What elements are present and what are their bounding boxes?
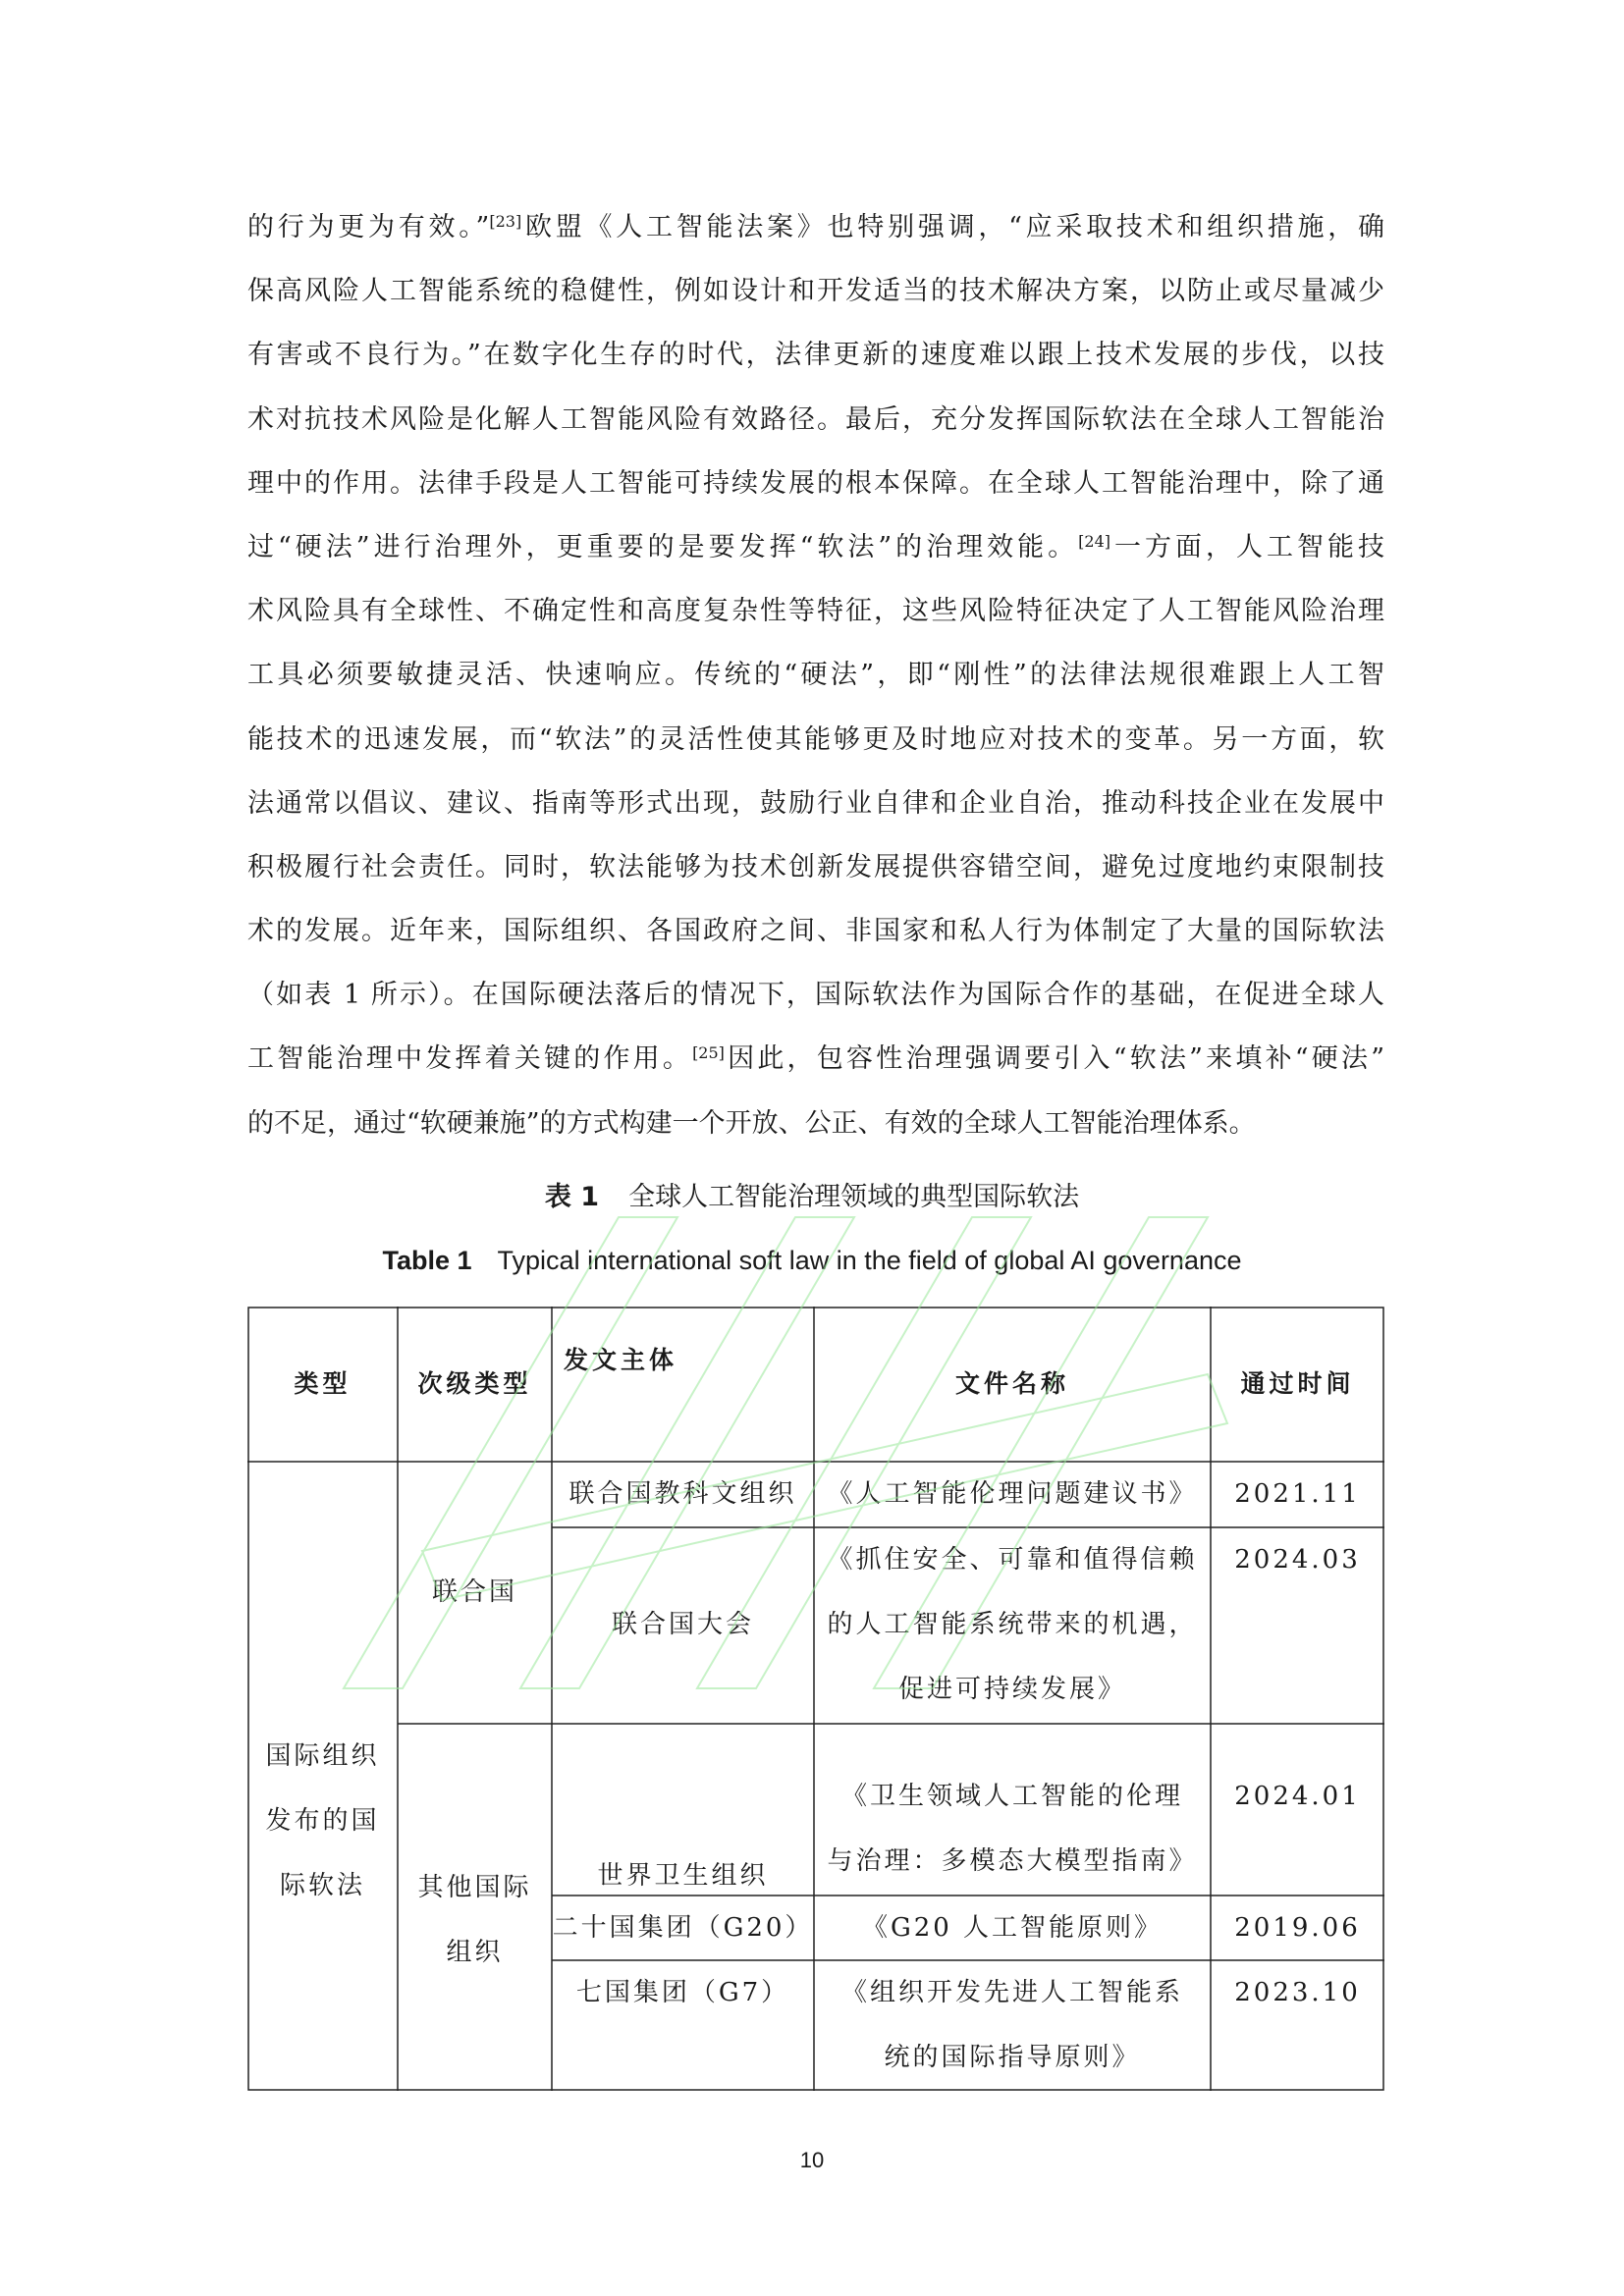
text-line: 理中的作用。法律手段是人工智能可持续发展的根本保障。在全球人工智能治理中，除了通 (247, 467, 1384, 499)
text-line: 能技术的迅速发展，而“软法”的灵活性使其能够更及时地应对技术的变革。另一方面，软 (247, 723, 1384, 755)
date-cell: 2023.10 (1234, 1978, 1361, 2007)
date-cell: 2024.01 (1234, 1782, 1361, 1811)
date-cell: 2021.11 (1234, 1479, 1361, 1509)
text-line: 积极履行社会责任。同时，软法能够为技术创新发展提供容错空间，避免过度地约束限制技 (247, 851, 1384, 882)
header-subtype: 次级类型 (417, 1369, 532, 1398)
issuer-cell: 世界卫生组织 (597, 1861, 769, 1891)
header-issuer: 发文主体 (563, 1346, 677, 1374)
date-cell: 2019.06 (1234, 1913, 1361, 1943)
table-label-cn: 表 1 (544, 1182, 600, 1212)
table-label-en: Table 1 (382, 1246, 472, 1275)
soft-law-table (247, 1307, 1384, 2091)
text-line: 工具必须要敏捷灵活、快速响应。传统的“硬法”，即“刚性”的法律法规很难跟上人工智 (247, 660, 1384, 691)
issuer-cell: 七国集团（G7） (575, 1978, 790, 2007)
citation-ref[interactable]: [25] (692, 1043, 725, 1063)
document-cell: 《G20 人工智能原则》 (861, 1913, 1164, 1943)
table-title-cn: 全球人工智能治理领域的典型国际软法 (628, 1182, 1080, 1212)
text-line: 保高风险人工智能系统的稳健性，例如设计和开发适当的技术解决方案，以防止或尽量减少 (247, 276, 1384, 307)
header-date: 通过时间 (1240, 1369, 1355, 1398)
text-line: 术风险具有全球性、不确定性和高度复杂性等特征，这些风险特征决定了人工智能风险治理 (247, 596, 1384, 627)
text-line: 的不足，通过“软硬兼施”的方式构建一个开放、公正、有效的全球人工智能治理体系。 (247, 1107, 1256, 1139)
subtype-un: 联合国 (431, 1577, 517, 1607)
table-caption-en (0, 1241, 1624, 1280)
citation-ref[interactable]: [23] (489, 212, 522, 231)
text-line: 术的发展。近年来，国际组织、各国政府之间、非国家和私人行为体制定了大量的国际软法 (247, 916, 1384, 947)
text-line: 工智能治理中发挥着关键的作用。[25]因此，包容性治理强调要引入“软法”来填补“硬法” (247, 1043, 1385, 1075)
text-line: 过“硬法”进行治理外，更重要的是要发挥“软法”的治理效能。[24]一方面，人工智能技 (247, 531, 1385, 562)
text-line: （如表 1 所示）。在国际硬法落后的情况下，国际软法作为国际合作的基础，在促进全球人 (247, 980, 1384, 1011)
document-cell: 《卫生领域人工智能的伦理 与治理：多模态大模型指南》 (827, 1782, 1198, 1876)
text-line: 法通常以倡议、建议、指南等形式出现，鼓励行业自律和企业自治，推动科技企业在发展中 (247, 787, 1384, 819)
citation-ref[interactable]: [24] (1078, 531, 1111, 551)
page-number: 10 (799, 2148, 825, 2172)
issuer-cell: 二十国集团（G20） (552, 1913, 814, 1943)
table-title-en: Typical international soft law in the field of global AI governance (497, 1246, 1242, 1275)
document-cell: 《抓住安全、可靠和值得信赖 的人工智能系统带来的机遇， 促进可持续发展》 (827, 1545, 1198, 1704)
header-type: 类型 (294, 1369, 352, 1398)
text-line: 术对抗技术风险是化解人工智能风险有效路径。最后，充分发挥国际软法在全球人工智能治 (247, 403, 1384, 435)
document-cell: 《组织开发先进人工智能系 统的国际指导原则》 (840, 1978, 1183, 2072)
date-cell: 2024.03 (1234, 1545, 1361, 1575)
issuer-cell: 联合国教科文组织 (568, 1479, 797, 1509)
issuer-cell: 联合国大会 (611, 1610, 754, 1639)
type-cell: 国际组织 发布的国 际软法 (265, 1741, 380, 1900)
text-line: 的行为更为有效。”[23]欧盟《人工智能法案》也特别强调，“应采取技术和组织措施，确 (247, 212, 1384, 242)
header-document: 文件名称 (954, 1369, 1069, 1398)
table-caption-cn (0, 1178, 1624, 1217)
text-line: 有害或不良行为。”在数字化生存的时代，法律更新的速度难以跟上技术发展的步伐，以技 (247, 340, 1384, 371)
subtype-other: 其他国际 组织 (417, 1873, 532, 1967)
body-paragraph (247, 201, 1384, 1161)
document-cell: 《人工智能伦理问题建议书》 (827, 1479, 1198, 1509)
